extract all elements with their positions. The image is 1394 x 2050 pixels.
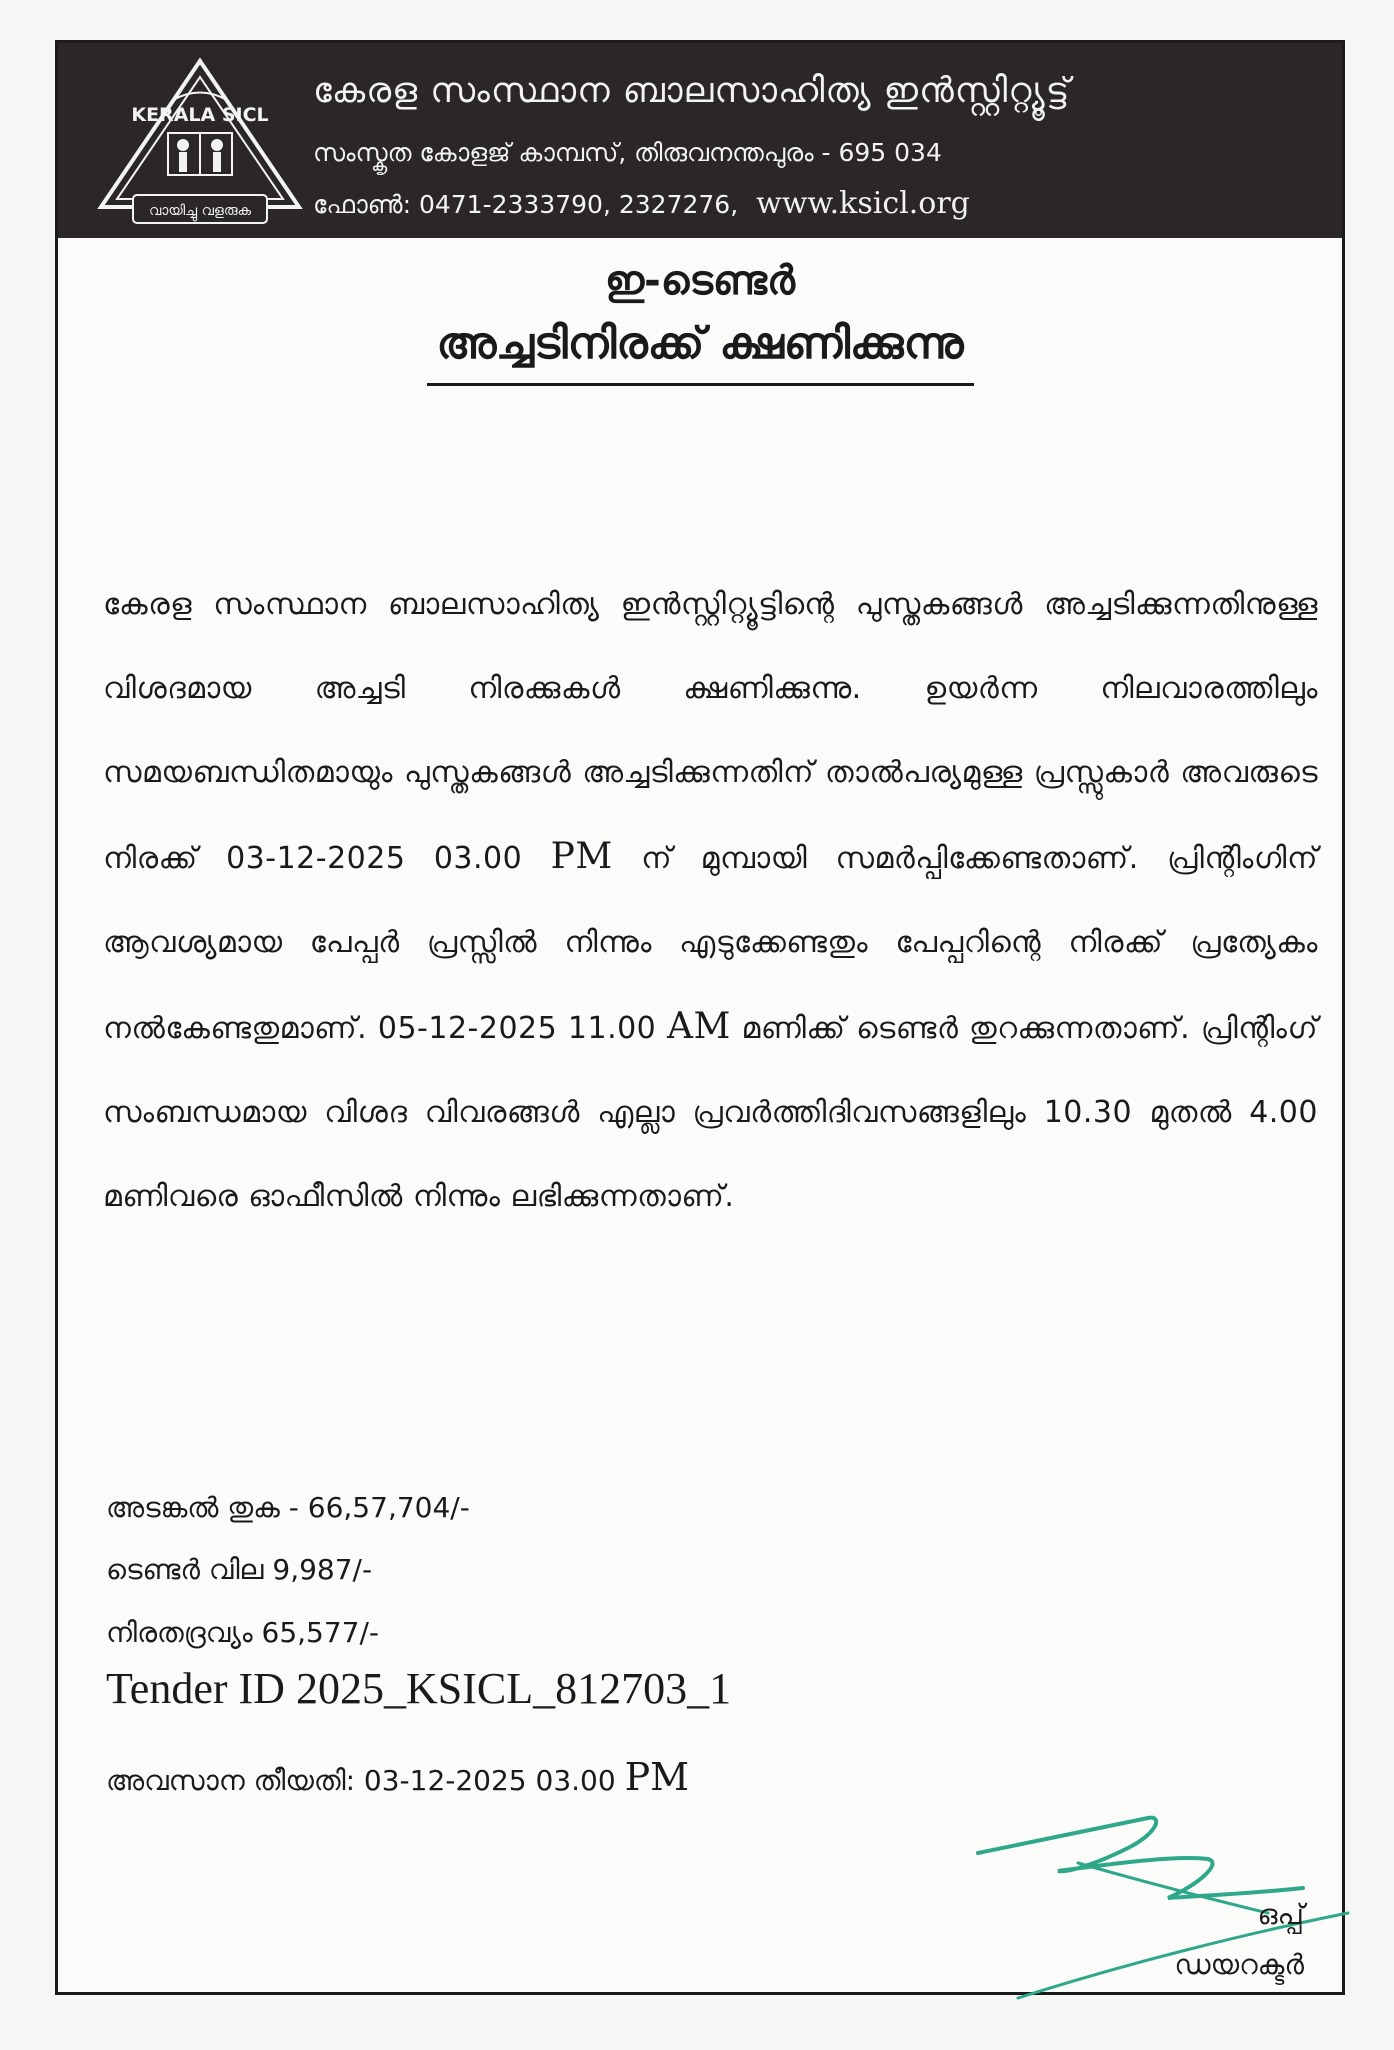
logo-motto: വായിച്ചു വളരുക bbox=[149, 203, 251, 219]
notice-title bbox=[58, 253, 1342, 386]
body-pm: PM bbox=[550, 836, 613, 877]
org-address: സംസ്കൃത കോളജ് കാമ്പസ്, തിരുവനന്തപുരം - 695 034 bbox=[313, 138, 942, 167]
signature-label: ഒപ്പ് bbox=[1257, 1898, 1304, 1931]
website-link[interactable]: www.ksicl.org bbox=[756, 186, 970, 221]
body-text-3: മണിക്ക് ടെണ്ടർ തുറക്കുന്നതാണ്. പ്രിന്റിംഗ് സംബന്ധമായ വിശദ വിവരങ്ങൾ എല്ലാ പ്രവർത്തിദിവസങ്ങളിലും 10.30 മുതൽ 4.00 മണിവരെ ഓഫീസിൽ നിന്നും ലഭിക്കുന്നതാണ്. bbox=[103, 1011, 1318, 1214]
letterhead bbox=[58, 43, 1342, 238]
org-name: കേരള സംസ്ഥാന ബാലസാഹിത്യ ഇൻസ്റ്റിറ്റ്യൂട്ട് bbox=[313, 71, 1071, 111]
body-text-1: കേരള സംസ്ഥാന ബാലസാഹിത്യ ഇൻസ്റ്റിറ്റ്യൂട്ടിന്റെ പുസ്തകങ്ങൾ അച്ചടിക്കുന്നതിനുള്ള വിശദമായ അച്ചടി നിരക്കുകൾ ക്ഷണിക്കുന്നു. ഉയർന്ന നിലവാരത്തിലും സമയബന്ധിതമായും പുസ്തകങ്ങൾ അച്ചടിക്കുന്നതിന് താൽപര്യമുള്ള പ്രസ്സുകാർ അവരുടെ നിരക്ക് 03-12-2025 03.00 bbox=[103, 587, 1318, 876]
body-am: AM bbox=[666, 1006, 731, 1047]
title-line-1: ഇ-ടെണ്ടർ bbox=[604, 258, 796, 304]
last-date-pm: PM bbox=[624, 1755, 690, 1799]
title-line-2: അച്ചടിനിരക്ക് ക്ഷണിക്കുന്നു bbox=[427, 309, 974, 386]
tender-price: ടെണ്ടർ വില 9,987/- bbox=[106, 1553, 373, 1586]
org-contact bbox=[313, 186, 970, 221]
last-date-label: അവസാന തീയതി: 03-12-2025 03.00 bbox=[106, 1764, 616, 1797]
earnest-deposit: നിരതദ്രവ്യം 65,577/- bbox=[106, 1616, 380, 1649]
handwritten-signature bbox=[948, 1793, 1388, 2003]
body-text-2: ന് മുമ്പായി സമർപ്പിക്കേണ്ടതാണ്. പ്രിന്റിംഗിന് ആവശ്യമായ പേപ്പർ പ്രസ്സിൽ നിന്നും എടുക്കേണ്ടതും പേപ്പറിന്റെ നിരക്ക് പ്രത്യേകം നൽകേണ്ടതുമാണ്. 05-12-2025 11.00 bbox=[103, 841, 1318, 1046]
notice-frame bbox=[55, 40, 1345, 1995]
notice-body bbox=[103, 563, 1318, 1239]
last-date bbox=[106, 1755, 689, 1799]
signatory-designation: ഡയറക്ടർ bbox=[1174, 1948, 1304, 1981]
logo-text: KERALA SICL bbox=[131, 104, 269, 126]
phone-numbers: ഫോൺ: 0471-2333790, 2327276, bbox=[313, 190, 739, 219]
estimate-amount: അടങ്കൽ തുക - 66,57,704/- bbox=[106, 1491, 470, 1524]
tender-id: Tender ID 2025_KSICL_812703_1 bbox=[106, 1664, 732, 1713]
ksicl-logo bbox=[93, 55, 308, 230]
